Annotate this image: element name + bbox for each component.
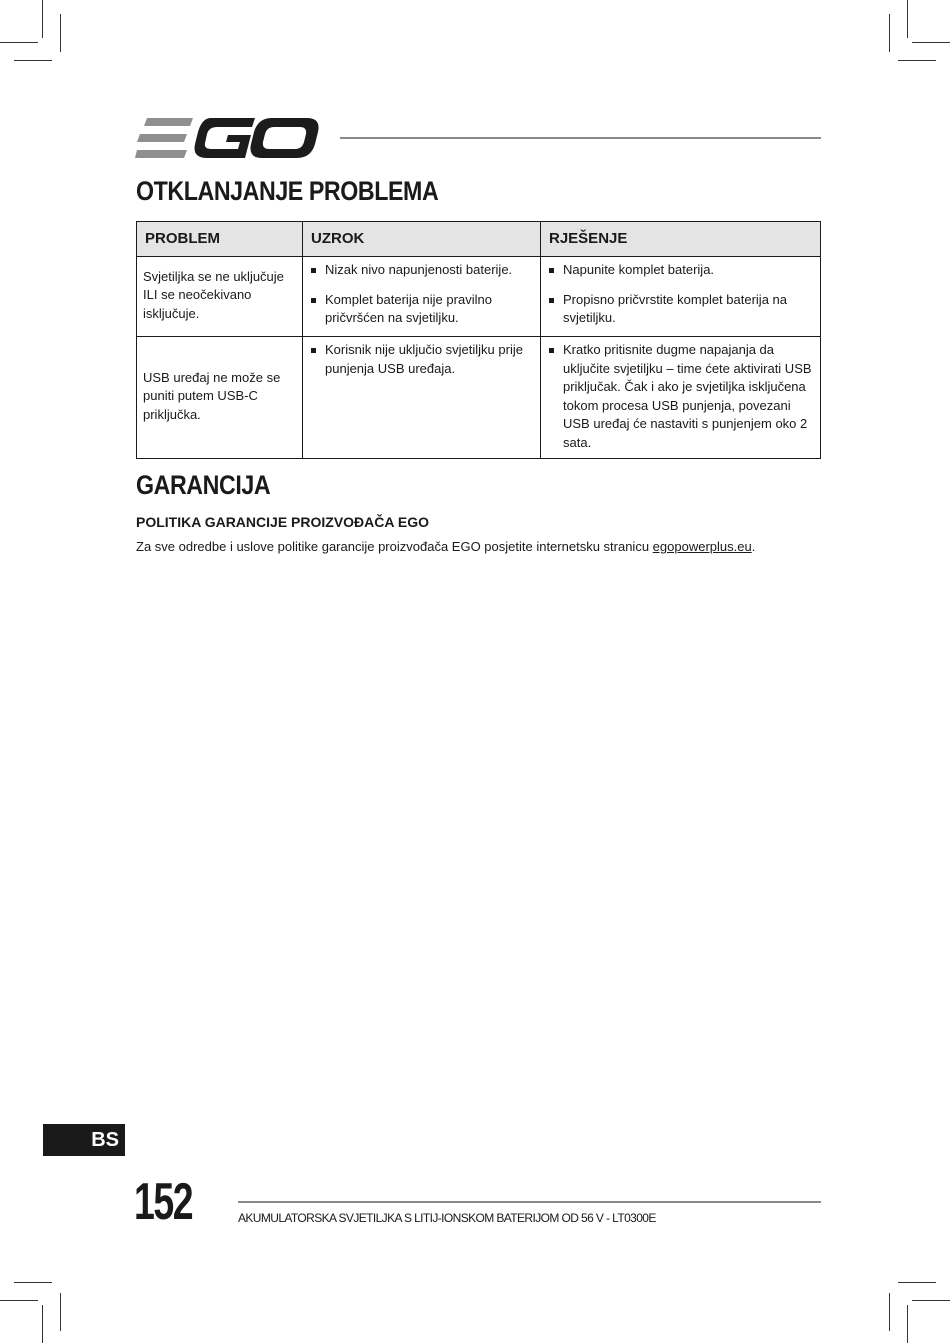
- crop-mark: [14, 60, 52, 61]
- solution-cell: [541, 257, 821, 337]
- crop-mark: [60, 1293, 61, 1331]
- crop-mark: [889, 1293, 890, 1331]
- warranty-link[interactable]: egopowerplus.eu: [652, 539, 752, 554]
- crop-mark: [907, 1305, 908, 1343]
- footer-rule: [238, 1201, 821, 1203]
- language-badge: BS: [43, 1124, 125, 1156]
- warranty-subtitle: POLITIKA GARANCIJE PROIZVOĐAČA EGO: [136, 514, 429, 530]
- page-number: 152: [134, 1173, 193, 1231]
- troubleshooting-title: OTKLANJANJE PROBLEMA: [136, 176, 439, 206]
- header-cause: UZROK: [303, 222, 541, 257]
- crop-mark: [0, 42, 38, 43]
- problem-cell: USB uređaj ne može se puniti putem USB-C priključka.: [137, 337, 303, 459]
- troubleshooting-table: [136, 221, 821, 459]
- crop-mark: [14, 1282, 52, 1283]
- cause-item: Nizak nivo napunjenosti baterije.: [309, 261, 534, 280]
- problem-cell: Svjetiljka se ne uključuje ILI se neočekivano isključuje.: [137, 257, 303, 337]
- crop-mark: [42, 1305, 43, 1343]
- header-rule: [340, 137, 821, 139]
- crop-mark: [907, 0, 908, 38]
- table-header-row: [137, 222, 821, 257]
- solution-cell: [541, 337, 821, 459]
- warranty-body: Za sve odredbe i uslove politike garancije proizvođača EGO posjetite internetsku stranicu: [136, 539, 653, 554]
- crop-mark: [898, 60, 936, 61]
- table-row: [137, 337, 821, 459]
- crop-mark: [889, 14, 890, 52]
- cause-cell: [303, 257, 541, 337]
- solution-item: Kratko pritisnite dugme napajanja da uključite svjetiljku – time ćete aktivirati USB priključak. Čak i ako je svjetiljka isključena tokom procesa USB punjenja, povezani USB uređaj će nastaviti s punjenjem oko 2 sata.: [547, 341, 814, 452]
- ego-logo: [135, 116, 321, 160]
- cause-item: Korisnik nije uključio svjetiljku prije punjenja USB uređaja.: [309, 341, 534, 378]
- table-row: [137, 257, 821, 337]
- solution-item: Napunite komplet baterija.: [547, 261, 814, 280]
- crop-mark: [60, 14, 61, 52]
- crop-mark: [42, 0, 43, 38]
- warranty-period: .: [751, 539, 756, 554]
- crop-mark: [912, 1300, 950, 1301]
- warranty-title: GARANCIJA: [136, 470, 271, 500]
- header-problem: PROBLEM: [137, 222, 303, 257]
- solution-item: Propisno pričvrstite komplet baterija na svjetiljku.: [547, 291, 814, 328]
- footer-product-name: AKUMULATORSKA SVJETILJKA S LITIJ-IONSKOM BATERIJOM OD 56 V - LT0300E: [238, 1211, 656, 1225]
- warranty-text: [136, 539, 755, 554]
- crop-mark: [898, 1282, 936, 1283]
- cause-cell: [303, 337, 541, 459]
- header-solution: RJEŠENJE: [541, 222, 821, 257]
- cause-item: Komplet baterija nije pravilno pričvršćen na svjetiljku.: [309, 291, 534, 328]
- crop-mark: [0, 1300, 38, 1301]
- crop-mark: [912, 42, 950, 43]
